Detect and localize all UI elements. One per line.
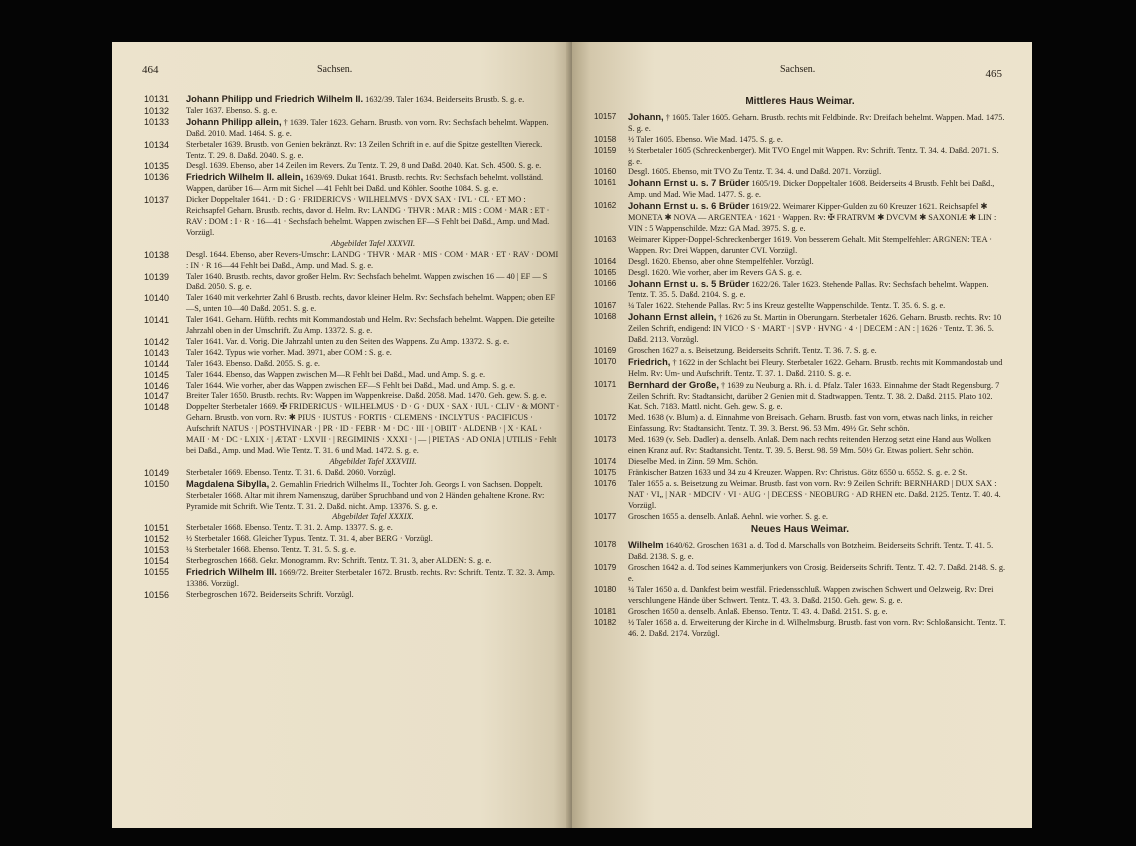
section-heading: Neues Haus Weimar. [750,524,850,536]
lot-text: 1619/22. Weimarer Kipper-Gulden zu 60 Kreuzer 1621. Reichsapfel ✱ MONETA ✱ NOVA — ARGENTEA · 1621 · Wappen. Rv: ✠ FRATRVM ✱ DVCVM ✱ SAXONIÆ ✱ LIN : VIN : 5 Wappenschilde. Mzz: GA Mad. 3975. S. g. e. [628,202,997,233]
catalog-entry [144,391,560,402]
lot-description [186,523,560,534]
lot-text: † 1622 in der Schlacht bei Fleury. Sterbetaler 1622. Geharn. Brustb. rechts mit Kommandostab und Helm. Rv: Um- und Aufschrift. Tentz. T. 37. 1. Daßd. 2110. S. g. e. [628,357,1003,378]
catalog-entry [594,563,1006,585]
lot-description [186,272,560,294]
ruler-name: Friedrich Wilhelm II. allein, [186,172,304,183]
lot-number: 10135 [144,161,170,172]
lot-description [186,534,560,545]
catalog-entry [144,195,560,239]
lot-description [628,413,1006,435]
catalog-entry [144,161,560,172]
lot-number: 10182 [594,617,617,627]
ruler-name: Johann, [628,111,664,122]
lot-description [628,346,1006,357]
lot-text: Desgl. 1605. Ebenso, mit TVO Zu Tentz. T. 34. 4. und Daßd. 2071. Vorzügl. [628,167,882,177]
lot-text: Fränkischer Batzen 1633 und 34 zu 4 Kreuzer. Wappen. Rv: Christus. Götz 6550 u. 6552. S. g. e. 2 St. [628,467,968,477]
lot-description [186,117,560,140]
lot-description [186,172,560,195]
lot-description [628,357,1006,380]
lot-number: 10160 [594,167,617,177]
lot-number: 10172 [594,413,617,423]
left-page-number: 464 [142,64,159,76]
lot-text: Groschen 1627 a. s. Beisetzung. Beiderseits Schrift. Tentz. T. 36. 7. S. g. e. [628,345,877,355]
lot-description [186,348,560,359]
lot-text: Taler 1655 a. s. Beisetzung zu Weimar. Brustb. fast von vorn. Rv: 9 Zeilen Schrift: BERNHARD | DUX SAX : NAT · VI„ | NAR · MDCIV · VI · AUG · | DECESS · NEOBURG · AD RHEN etc. Daßd. 2125. Tentz. T. 40. 4. Vorzügl. [628,478,1001,510]
lot-description [628,146,1006,168]
catalog-entry [144,117,560,140]
lot-text: Dieselbe Med. in Zinn. 59 Mm. Schön. [628,457,758,466]
catalog-entry [594,178,1006,201]
lot-number: 10161 [594,178,617,188]
ruler-name: Johann Ernst u. s. 7 Brüder [628,178,750,189]
lot-text: 1640/62. Groschen 1631 a. d. Tod d. Marschalls von Botzheim. Beiderseits Schrift. Tentz. T. 41. 5. Daßd. 2138. S. g. e. [628,541,994,562]
lot-description [186,94,560,106]
lot-description [628,585,1006,607]
catalog-entry [594,201,1006,235]
lot-text: Taler 1640. Brustb. rechts, davor großer Helm. Rv: Sechsfach behelmt. Wappen zwischen 16 — 40 | EF — S Daßd. 2050. S. g. e. [186,271,548,292]
lot-description [628,167,1006,178]
lot-number: 10132 [144,105,170,116]
right-page [572,42,1032,828]
lot-number: 10131 [144,94,170,104]
lot-text: 1669/72. Breiter Sterbetaler 1672. Brustb. rechts. Rv: Schrift. Tentz. T. 32. 3. Amp. 13386. Vorzügl. [186,567,555,588]
catalog-entry [594,167,1006,178]
lot-text: Taler 1643. Ebenso. Daßd. 2055. S. g. e. [186,358,320,368]
ruler-name: Johann Ernst u. s. 5 Brüder [628,278,750,289]
catalog-entry [594,607,1006,618]
lot-text: 1605/19. Dicker Doppeltaler 1608. Beiderseits 4 Brustb. Fehlt bei Daßd., Amp. und Mad. Wie Mad. 1477. S. g. e. [628,179,995,200]
lot-description [186,106,560,117]
ruler-name: Johann Ernst allein, [628,312,717,323]
lot-number: 10170 [594,356,617,366]
lot-text: 1632/39. Taler 1634. Beiderseits Brustb. S. g. e. [365,95,525,104]
lot-number: 10162 [594,201,617,211]
catalog-entry [594,112,1006,135]
lot-number: 10175 [594,467,617,477]
lot-description [628,479,1006,512]
lot-text: Taler 1640 mit verkehrter Zahl 6 Brustb. rechts, davor kleiner Helm. Rv: Sechsfach behelmt. Wappen; oben EF—S, unten 10—40 Daßd. 2051. S. g. e. [186,293,556,314]
ruler-name: Friedrich, [628,356,671,367]
lot-text: † 1626 zu St. Martin in Oberungarn. Sterbetaler 1626. Geharn. Brustb. rechts. Rv: 10 Zeilen Schrift, endigend: IN VICO · S · MART · | SVP · HVNG · 4 · | DECEM : AN : | 1626 · Tentz. T. 36. 5. Daßd. 2113. Vorzügl. [628,313,1002,345]
catalog-entry [144,140,560,162]
lot-text: 1622/26. Taler 1623. Stehende Pallas. Rv: Sechsfach behelmt. Wappen. Tentz. T. 35. 5. Daßd. 2104. S. g. e. [628,279,989,300]
lot-text: Taler 1642. Typus wie vorher. Mad. 3971, aber COM : S. g. e. [186,347,392,357]
catalog-entry [144,567,560,590]
lot-number: 10149 [144,467,170,478]
lot-text: ¼ Taler 1622. Stehende Pallas. Rv: 5 ins Kreuz gestellte Wappenschilde. Tentz. T. 35. 6. S. g. e. [628,301,946,311]
lot-text: ¼ Taler 1650 a. d. Dankfest beim westfäl. Friedensschluß. Wappen zwischen Schwert und Oelzweig. Rv: Drei verschlungene Hände über Schwert. Tentz. T. 43. 3. Daßd. 2150. Geh. gew. S. g. e. [628,584,994,605]
lot-text: Taler 1641. Geharn. Hüftb. rechts mit Kommandostab und Helm. Rv: Sechsfach behelmt. Wappen. Die geteilte Jahrzahl oben in der Umschrift. Zu Amp. 13372. S. g. e. [186,315,555,336]
catalog-entry [144,348,560,359]
lot-description [186,567,560,590]
catalog-entry [144,272,560,294]
right-page-number: 465 [985,68,1002,80]
lot-description [628,435,1006,457]
lot-text: ½ Taler 1605. Ebenso. Wie Mad. 1475. S. g. e. [628,134,783,144]
catalog-entry [594,235,1006,257]
lot-text: Taler 1644. Ebenso, das Wappen zwischen M—R Fehlt bei Daßd., Mad. und Amp. S. g. e. [186,369,486,379]
catalog-entry [144,315,560,337]
lot-text: Med. 1639 (v. Seb. Dadler) a. denselb. Anlaß. Dem nach rechts reitenden Herzog setzt eine Hand aus Wolken einen Kranz auf. Rv: Stadtansicht. Tentz. T. 39. 5. Berst. 98. 59 Mm. 50½ Gr. Etwas poliert. Sehr schön. [628,435,991,456]
lot-number: 10168 [594,312,617,322]
lot-number: 10158 [594,134,617,144]
catalog-entry [144,293,560,315]
right-page-body [594,94,1006,640]
lot-number: 10144 [144,358,170,369]
lot-number: 10150 [144,478,170,489]
lot-number: 10166 [594,278,617,288]
lot-number: 10173 [594,435,617,445]
lot-number: 10171 [594,379,617,389]
ruler-name: Magdalena Sibylla, [186,478,270,489]
lot-description [186,250,560,272]
lot-number: 10164 [594,256,617,266]
lot-text: 2. Gemahlin Friedrich Wilhelms II., Tochter Joh. Georgs I. von Sachsen. Doppelt. Sterbetaler 1668. Altar mit ihrem Namenszug, darüber Spruchband und von 2 Händen gehaltene Krone. Rv: Pyramide mit Schrift. Wie Tentz. T. 31. 2. Daßd. nicht. Amp. 13376. S. g. e. [186,479,545,511]
plate-caption: Abgebildet Tafel XXXVII. [330,238,416,248]
lot-description [628,201,1006,235]
lot-description [186,381,560,392]
lot-number: 10180 [594,584,617,594]
lot-description [186,590,560,601]
catalog-entry [594,357,1006,380]
plate-caption: Abgebildet Tafel XXXVIII. [329,456,417,466]
lot-description [186,468,560,479]
catalog-entry [594,512,1006,523]
lot-text: Taler 1641. Var. d. Vorig. Die Jahrzahl unten zu den Seiten des Wappens. Zu Amp. 13372. S. g. e. [186,336,510,346]
left-page [112,42,572,828]
lot-number: 10155 [144,566,170,577]
lot-text: † 1605. Taler 1605. Geharn. Brustb. rechts mit Feldbinde. Rv: Dreifach behelmt. Wappen. Mad. 1475. S. g. e. [628,112,1005,133]
lot-text: Taler 1644. Wie vorher, aber das Wappen zwischen EF—S Fehlt bei Daßd., Mad. und Amp. S. g. e. [186,380,516,390]
catalog-entry [594,380,1006,414]
catalog-entry [144,250,560,272]
lot-description [628,112,1006,135]
lot-description [628,301,1006,312]
lot-description [186,140,560,162]
lot-number: 10153 [144,545,170,556]
lot-number: 10151 [144,523,170,534]
lot-description [628,468,1006,479]
catalog-entry [144,468,560,479]
lot-description [628,512,1006,523]
lot-number: 10133 [144,116,170,127]
ruler-name: Friedrich Wilhelm III. [186,566,277,577]
ruler-name: Johann Ernst u. s. 6 Brüder [628,201,750,212]
lot-description [628,279,1006,302]
lot-text: Sterbetaler 1668. Ebenso. Tentz. T. 31. 2. Amp. 13377. S. g. e. [186,523,393,533]
catalog-entry [144,556,560,567]
lot-number: 10154 [144,556,170,567]
left-page-body [144,94,560,601]
lot-text: Sterbetaler 1669. Ebenso. Tentz. T. 31. 6. Daßd. 2060. Vorzügl. [186,467,396,477]
lot-text: Groschen 1650 a. denselb. Anlaß. Ebenso. Tentz. T. 43. 4. Daßd. 2151. S. g. e. [628,606,888,616]
lot-description [186,315,560,337]
lot-number: 10152 [144,534,170,545]
catalog-entry [144,381,560,392]
catalog-entry [594,479,1006,512]
catalog-entry [144,545,560,556]
lot-text: Weimarer Kipper-Doppel-Schreckenberger 1619. Von besserem Gehalt. Mit Stempelfehler: ARGNEN: TEA · Wappen. Rv: Drei Wappen, darunter CVI. Vorzügl. [628,234,992,255]
lot-text: Groschen 1642 a. d. Tod seines Kammerjunkers von Crosig. Beiderseits Schrift. Tentz. T. 42. 7. Daßd. 2148. S. g. e. [628,563,1006,584]
lot-text: Sterbetaler 1639. Brustb. von Genien bekränzt. Rv: 13 Zeilen Schrift in e. auf die Spitze gestellten Viereck. Tentz. T. 29. 8. Daßd. 2040. S. g. e. [186,139,543,160]
catalog-entry [594,312,1006,346]
lot-description [186,479,560,513]
catalog-entry [144,534,560,545]
section-heading: Mittleres Haus Weimar. [745,96,855,107]
lot-description [186,556,560,567]
catalog-entry [594,268,1006,279]
catalog-entry [144,94,560,106]
catalog-entry [144,172,560,195]
lot-number: 10145 [144,369,170,380]
catalog-entry [594,301,1006,312]
lot-number: 10139 [144,271,170,282]
lot-text: Desgl. 1644. Ebenso, aber Revers-Umschr: LANDG · THVR · MAR · MIS · COM · MAR · ET · RAV · DOMI : IN · R 16—44 Fehlt bei Daßd., Amp. und Mad. S. g. e. [186,249,559,270]
lot-text: Med. 1638 (v. Blum) a. d. Einnahme von Breisach. Geharn. Brustb. fast von vorn, etwas nach links, in reicher Einfassung. Rv: Stadtansicht. Tentz. T. 39. 3. Berst. 96. 53 Mm. 49½ Gr. Sehr schön. [628,413,993,434]
lot-description [186,359,560,370]
lot-description [186,391,560,402]
lot-description [186,293,560,315]
lot-number: 10134 [144,139,170,150]
catalog-entry [144,370,560,381]
catalog-entry [594,279,1006,302]
catalog-entry [594,135,1006,146]
lot-text: Sterbegroschen 1668. Gekr. Monogramm. Rv: Schrift. Tentz. T. 31. 3, aber ALDEN: S. g. e. [186,556,492,566]
lot-number: 10146 [144,380,170,391]
lot-description [628,312,1006,346]
catalog-entry [144,590,560,601]
left-running-head: Sachsen. [317,64,353,75]
lot-text: ½ Sterbetaler 1605 (Schreckenberger). Mit TVO Engel mit Wappen. Rv: Schrift. Tentz. T. 34. 4. Daßd. 2071. S. g. e. [628,145,999,166]
lot-number: 10163 [594,234,617,244]
lot-text: Desgl. 1639. Ebenso, aber 14 Zeilen im Revers. Zu Tentz. T. 29, 8 und Daßd. 2040. Kat. Sch. 4500. S. g. e. [186,161,542,171]
lot-number: 10138 [144,249,170,260]
catalog-entry [594,257,1006,268]
catalog-entry [594,346,1006,357]
lot-number: 10143 [144,347,170,358]
lot-description [186,370,560,381]
lot-description [628,563,1006,585]
lot-number: 10179 [594,563,617,573]
lot-number: 10137 [144,195,170,206]
lot-description [186,337,560,348]
right-running-head: Sachsen. [780,64,816,75]
catalog-entry [144,402,560,457]
ruler-name: Bernhard der Große, [628,379,719,390]
lot-text: Desgl. 1620. Wie vorher, aber im Revers GA S. g. e. [628,267,802,277]
lot-number: 10176 [594,478,617,488]
lot-text: ½ Sterbetaler 1668. Gleicher Typus. Tentz. T. 31. 4, aber BERG · Vorzügl. [186,534,433,544]
lot-text: † 1639. Taler 1623. Geharn. Brustb. von vorn. Rv: Sechsfach behelmt. Wappen. Daßd. 2010. Mad. 1464. S. g. e. [186,117,549,138]
catalog-entry [594,146,1006,168]
lot-number: 10136 [144,172,170,183]
lot-text: Sterbegroschen 1672. Beiderseits Schrift. Vorzügl. [186,589,354,599]
catalog-entry [594,457,1006,468]
lot-number: 10159 [594,145,617,155]
catalog-entry [144,359,560,370]
lot-description [628,268,1006,279]
lot-description [186,161,560,172]
lot-description [186,545,560,556]
lot-text: 1639/69. Dukat 1641. Brustb. rechts. Rv: Sechsfach behelmt. vollständ. Wappen, darüber 16— Arm mit Sichel —41 Fehlt bei Daßd. und Köhler. Soothe 1084. S. g. e. [186,173,544,194]
plate-caption: Abgebildet Tafel XXXIX. [332,512,414,522]
catalog-entry [144,337,560,348]
lot-number: 10181 [594,606,617,616]
catalog-entry [594,435,1006,457]
lot-text: Doppelter Sterbetaler 1669. ✠ FRIDERICUS · WILHELMUS · D · G · DUX · SAX · IUL · CLIV · & MONT · Geharn. Brustb. von vorn. Rv: ✱ PIUS · IUSTUS · FORTIS · CLEMENS · INCLYTUS · PACIFICUS · Aufschrift NATUS · | POSTHVINAR · | PR · ID · FEBR · M · DC · III · | OBIIT · ALDENB · | X · KAL · MAII · M · DC · LXIX · | ÆTAT · LXVII · | REGIMINIS · XXXI · | — | PIETAS · AD ONIA | UTILIS · Fehlt bei Daßd., Amp. und Mad. Wie Tentz. T. 31. 6 und Mad. 1472. S. g. e. [186,402,560,455]
catalog-entry [594,585,1006,607]
lot-description [628,457,1006,468]
catalog-entry [594,540,1006,563]
lot-number: 10147 [144,391,170,402]
lot-text: Desgl. 1620. Ebenso, aber ohne Stempelfehler. Vorzügl. [628,256,814,266]
lot-number: 10157 [594,111,617,121]
catalog-entry [594,413,1006,435]
lot-number: 10167 [594,301,617,311]
lot-description [628,235,1006,257]
lot-description [628,540,1006,563]
lot-number: 10142 [144,336,170,347]
lot-description [186,195,560,239]
lot-description [628,257,1006,268]
lot-number: 10141 [144,315,170,326]
lot-number: 10169 [594,345,617,355]
lot-text: Breiter Taler 1650. Brustb. rechts. Rv: Wappen im Wappenkreise. Daßd. 2058. Mad. 1470. Geh. gew. S. g. e. [186,391,547,401]
ruler-name: Wilhelm [628,540,664,551]
lot-number: 10165 [594,267,617,277]
lot-description [628,607,1006,618]
catalog-entry [144,106,560,117]
lot-description [186,402,560,457]
lot-text: ½ Taler 1658 a. d. Erweiterung der Kirche in d. Wilhelmsburg. Brustb. fast von vorn. Rv: Schloßansicht. Tentz. T. 46. 2. Daßd. 2174. Vorzügl. [628,617,1006,638]
lot-description [628,380,1006,414]
lot-number: 10148 [144,402,170,413]
lot-description [628,135,1006,146]
lot-number: 10177 [594,511,617,521]
lot-text: ¼ Sterbetaler 1668. Ebenso. Tentz. T. 31. 5. S. g. e. [186,545,356,555]
catalog-entry [594,618,1006,640]
lot-number: 10156 [144,589,170,600]
lot-number: 10174 [594,457,617,466]
lot-number: 10140 [144,293,170,304]
lot-description [628,178,1006,201]
lot-text: Taler 1637. Ebenso. S. g. e. [186,105,278,115]
lot-text: † 1639 zu Neuburg a. Rh. i. d. Pfalz. Taler 1633. Einnahme der Stadt Regensburg. 7 Zeilen Schrift. Rv: Stadtansicht, darüber 2 Genien mit d. Stadtwappen. Tentz. T. 38. 2. Daßd. 2115. Plato 102. Kat. Sch. 7183. Mattl. nicht. Geh. gew. S. g. e. [628,380,1000,412]
lot-text: Dicker Doppeltaler 1641. · D : G · FRIDERICVS · WILHELMVS · DVX SAX · IVL · CL · ET MO : Reichsapfel Geharn. Brustb. rechts, davor d. Helm. Rv: LANDG · THVR : MAR : MIS : COM · MAR : ET · RAV : DOM : I · R · 16—41 · Sechsfach behelmt. Wappen zwischen EF—S Fehlt bei Daßd., Amp. und Mad. Vorzügl. [186,195,550,237]
ruler-name: Johann Philipp allein, [186,116,282,127]
lot-description [628,618,1006,640]
catalog-entry [144,479,560,513]
ruler-name: Johann Philipp und Friedrich Wilhelm II. [186,94,364,104]
lot-number: 10178 [594,540,617,550]
catalog-entry [144,523,560,534]
catalog-entry [594,468,1006,479]
lot-text: Groschen 1655 a. denselb. Anlaß. Aehnl. wie vorher. S. g. e. [628,511,829,521]
